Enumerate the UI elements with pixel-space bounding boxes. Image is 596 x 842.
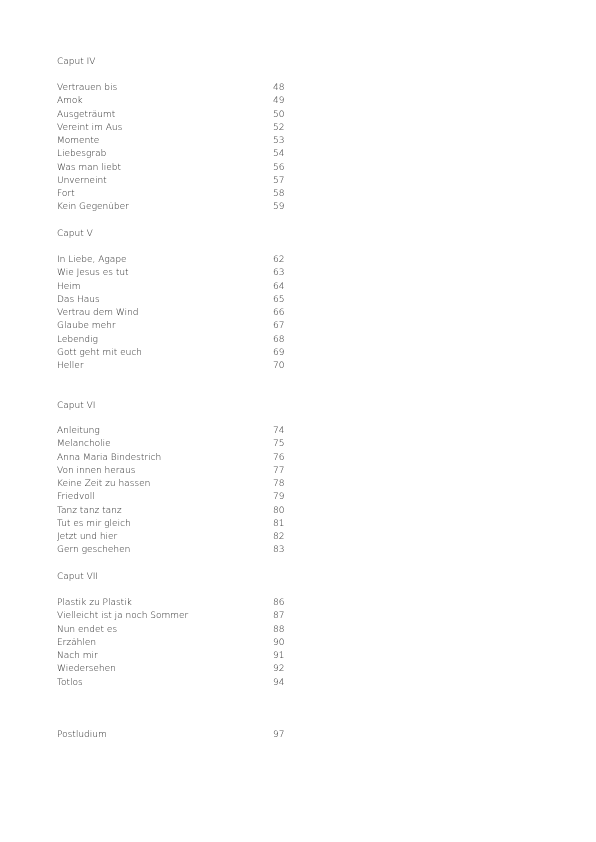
entry-page: 65 [273,294,285,305]
toc-entry [57,307,297,320]
entry-page: 77 [273,465,285,476]
entry-page: 78 [273,479,285,489]
entry-title: Nun endet es [57,624,118,635]
toc-entry [57,624,297,637]
entry-title: Tut es mir gleich [57,518,131,529]
entry-page: 66 [273,308,285,318]
entry-page: 91 [273,651,285,661]
entry-title: Vertrauen bis [57,83,118,93]
toc-entry [57,148,297,161]
entry-title: Melancholie [57,439,111,450]
entry-title: Vereint im Aus [57,122,123,133]
toc-entry [57,281,297,294]
toc-entry [57,162,297,175]
entry-page: 83 [273,545,285,556]
entry-title: In Liebe, Agape [57,255,127,265]
toc-entry [57,267,297,280]
entry-title: Anna Maria Bindestrich [57,452,162,463]
entry-title: Fort [57,189,75,199]
toc-entry [57,188,297,201]
entry-title: Momente [57,136,100,146]
toc-entry [57,294,297,307]
entry-page: 80 [273,505,285,516]
entry-title: Was man liebt [57,162,122,173]
toc-entry [57,677,297,690]
entry-page: 50 [273,109,285,120]
toc-entry [57,82,297,95]
toc-entry [57,201,297,214]
toc-entry [57,360,297,373]
entry-title: Erzählen [57,637,97,648]
entry-page: 59 [273,202,285,213]
toc-entry [57,175,297,188]
entry-page: 88 [273,624,285,635]
entry-title: Unverneint [57,175,107,186]
entry-title: Nach mir [57,651,98,661]
toc-entry [57,729,297,742]
entry-title: Glaube mehr [57,321,116,332]
entry-title: Von innen heraus [57,465,136,476]
section-heading: Caput V [57,229,93,239]
toc-entry [57,425,297,438]
toc-entry [57,518,297,531]
entry-page: 48 [273,83,285,93]
toc-entry [57,491,297,504]
entry-page: 53 [273,136,285,146]
entry-page: 92 [273,664,285,675]
closing-entry [57,729,297,742]
entry-page: 70 [273,361,285,371]
entry-title: Gern geschehen [57,545,131,556]
entry-title: Friedvoll [57,492,95,503]
toc-entry [57,597,297,610]
entry-page: 79 [273,492,285,503]
entry-title: Ausgeträumt [57,109,116,120]
toc-entry [57,478,297,491]
toc-entry [57,610,297,623]
section-entries [57,597,297,690]
toc-entry [57,650,297,663]
toc-entry [57,334,297,347]
toc-entry [57,135,297,148]
toc-entry [57,254,297,267]
section-entries [57,82,297,215]
section-heading: Caput IV [57,57,96,67]
entry-title: Kein Gegenüber [57,202,129,213]
toc-entry [57,320,297,333]
entry-page: 64 [273,281,285,292]
entry-page: 69 [273,347,285,358]
entry-page: 74 [273,426,285,436]
entry-page: 57 [273,175,285,186]
entry-page: 76 [273,452,285,463]
entry-page: 62 [273,255,285,265]
entry-title: Plastik zu Plastik [57,598,132,608]
entry-title: Jetzt und hier [57,532,118,542]
toc-entry [57,544,297,557]
toc-entry [57,505,297,518]
entry-page: 94 [273,677,285,688]
entry-page: 58 [273,189,285,199]
toc-entry [57,122,297,135]
toc-entry [57,465,297,478]
entry-title: Tanz tanz tanz [57,505,122,516]
toc-entry [57,663,297,676]
section-entries [57,254,297,373]
entry-title: Keine Zeit zu hassen [57,479,151,489]
toc-entry [57,109,297,122]
entry-title: Totlos [57,677,83,688]
entry-page: 75 [273,439,285,450]
entry-title: Vertrau dem Wind [57,308,139,318]
entry-page: 82 [273,532,285,542]
section-entries [57,425,297,558]
entry-page: 87 [273,611,285,622]
entry-page: 81 [273,518,285,529]
entry-title: Postludium [57,730,107,740]
toc-entry [57,95,297,108]
entry-page: 67 [273,321,285,332]
entry-title: Wie Jesus es tut [57,268,129,279]
entry-page: 56 [273,162,285,173]
toc-entry [57,637,297,650]
toc-entry [57,452,297,465]
entry-title: Liebesgrab [57,149,107,160]
entry-page: 63 [273,268,285,279]
toc-entry [57,347,297,360]
entry-page: 90 [273,637,285,648]
toc-entry [57,531,297,544]
entry-page: 54 [273,149,285,160]
toc-entry [57,438,297,451]
entry-title: Amok [57,96,83,107]
entry-page: 52 [273,122,285,133]
section-heading: Caput VII [57,572,99,582]
entry-page: 49 [273,96,285,107]
entry-title: Lebendig [57,334,98,345]
entry-title: Heller [57,361,84,371]
entry-page: 97 [273,730,285,740]
entry-title: Vielleicht ist ja noch Sommer [57,611,189,622]
entry-page: 86 [273,598,285,608]
section-heading: Caput VI [57,401,96,411]
entry-title: Heim [57,281,81,292]
entry-title: Das Haus [57,294,100,305]
entry-title: Anleitung [57,426,100,436]
entry-title: Wiedersehen [57,664,116,675]
entry-title: Gott geht mit euch [57,347,142,358]
entry-page: 68 [273,334,285,345]
